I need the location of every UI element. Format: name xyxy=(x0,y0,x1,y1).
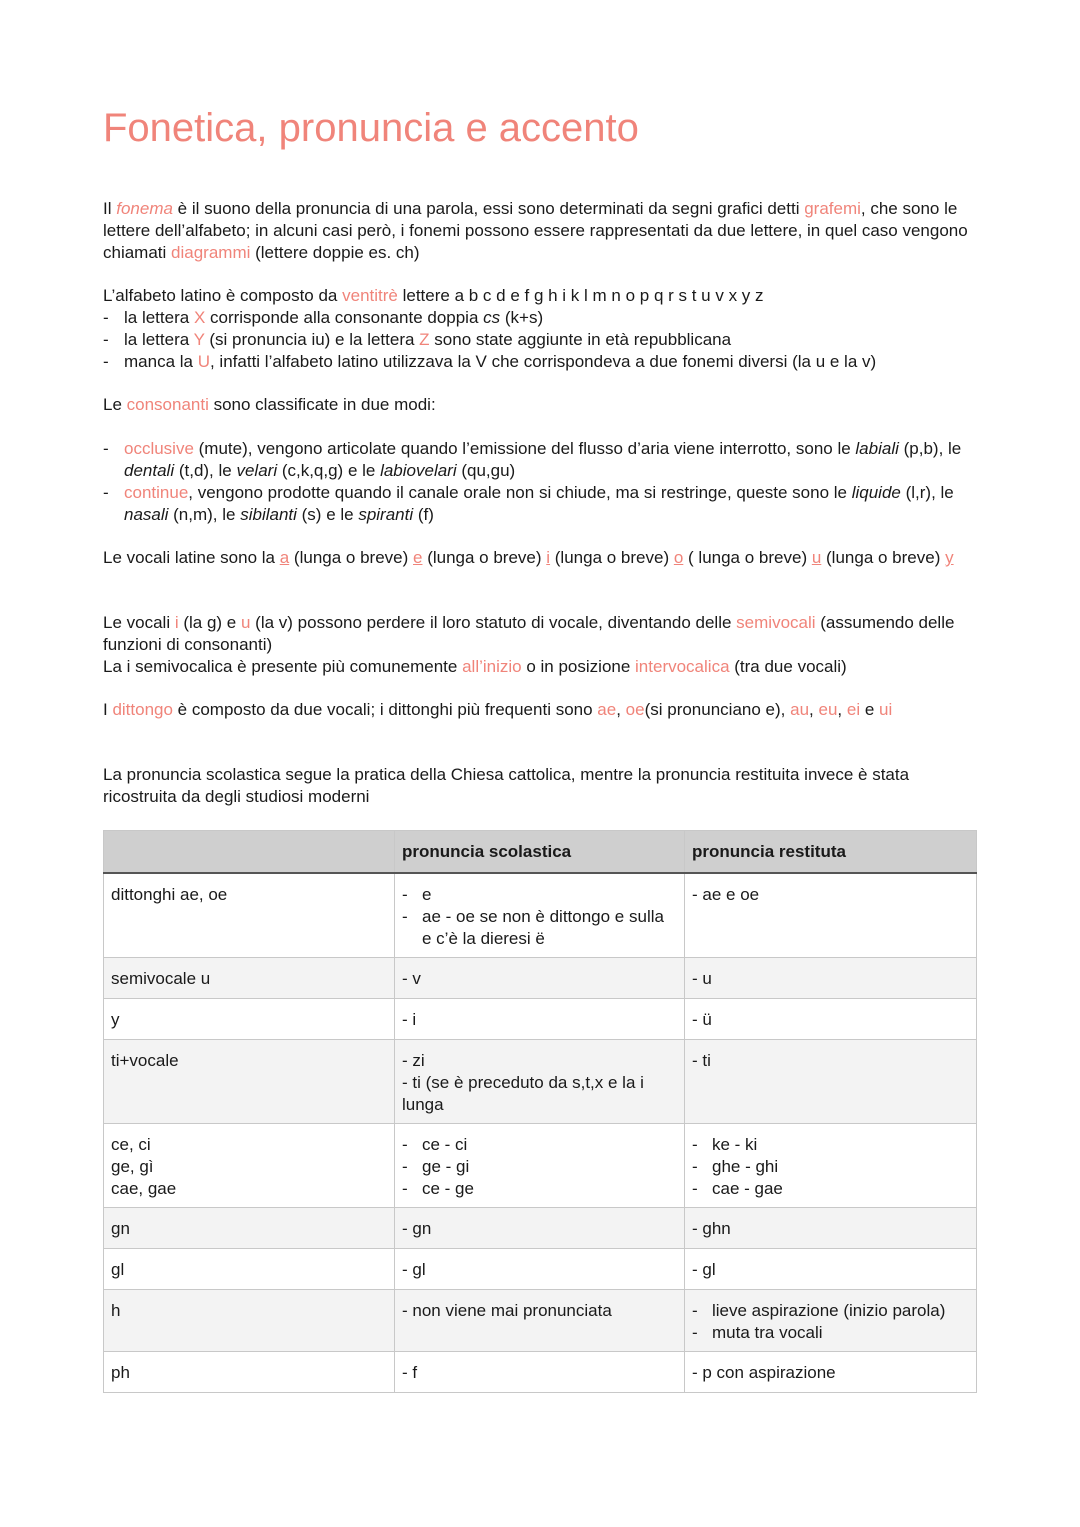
table-cell: y xyxy=(104,999,395,1040)
vowel-i: i xyxy=(546,548,551,567)
vowel-e: e xyxy=(413,548,423,567)
table-cell: ce, ci ge, gì cae, gae xyxy=(104,1124,395,1208)
vowel-a: a xyxy=(279,548,290,567)
table-cell: - f xyxy=(395,1352,685,1393)
list-item: - manca la U, infatti l’alfabeto latino utilizzava la V che corrispondeva a due fonemi diversi (la u e la v) xyxy=(103,351,977,373)
list-item-continue: - continue, vengono prodotte quando il canale orale non si chiude, ma si restringe, queste sono le liquide (l,r), le nasali (n,m), le sibilanti (s) e le spiranti (f) xyxy=(103,482,977,526)
text: è il suono della pronuncia di una parola, essi sono determinati da segni grafici detti xyxy=(172,199,805,218)
list-item: - lieve aspirazione (inizio parola) xyxy=(692,1300,968,1322)
list-item: - ce - ge xyxy=(402,1178,676,1200)
text: L’alfabeto latino è composto da xyxy=(103,286,343,305)
letter-u: U xyxy=(197,352,210,371)
term-diagrammi: diagrammi xyxy=(171,243,251,262)
list-item: - la lettera X corrisponde alla consonante doppia cs (k+s) xyxy=(103,307,977,329)
list-item: - ae - oe se non è dittongo e sulla e c’è la dieresi ë xyxy=(402,906,676,950)
letter-y: Y xyxy=(193,330,205,349)
term-consonanti: consonanti xyxy=(126,395,209,414)
table-header: pronuncia scolastica xyxy=(395,831,685,874)
table-row xyxy=(104,958,977,999)
term-ventitre: ventitrè xyxy=(342,286,398,305)
table-row xyxy=(104,999,977,1040)
list-item: - ce - ci xyxy=(402,1134,676,1156)
letter-z: Z xyxy=(419,330,430,349)
table-row xyxy=(104,1040,977,1124)
list-item: - ke - ki xyxy=(692,1134,968,1156)
list-item: - muta tra vocali xyxy=(692,1322,968,1344)
list-item: - ge - gi xyxy=(402,1156,676,1178)
table-cell xyxy=(395,873,685,958)
text: , che sono le lettere dell’alfabeto; in alcuni casi però, i fonemi possono essere rappresentati da due lettere, in quel caso vengono chiamati xyxy=(103,199,968,262)
vowel-u: u xyxy=(811,548,822,567)
table-cell: - zi - ti (se è preceduto da s,t,x e la i lunga xyxy=(395,1040,685,1124)
alfabeto-intro xyxy=(103,285,977,307)
table-cell: ph xyxy=(104,1352,395,1393)
table-cell: - ae e oe xyxy=(685,873,977,958)
table-cell: gl xyxy=(104,1249,395,1290)
term-fonema: fonema xyxy=(116,199,173,218)
table-cell: - u xyxy=(685,958,977,999)
table-cell xyxy=(685,1290,977,1352)
paragraph-fonema xyxy=(103,198,977,264)
table-cell: - ti xyxy=(685,1040,977,1124)
table-cell: - v xyxy=(395,958,685,999)
paragraph-pronuncia: La pronuncia scolastica segue la pratica della Chiesa cattolica, mentre la pronuncia restituita invece è stata ricostruita da degli studiosi moderni xyxy=(103,765,910,806)
term-semivocali: semivocali xyxy=(736,613,816,632)
table-row xyxy=(104,1208,977,1249)
table-cell: - non viene mai pronunciata xyxy=(395,1290,685,1352)
consonanti-list xyxy=(103,438,977,526)
term-grafemi: grafemi xyxy=(804,199,861,218)
term-dittongo: dittongo xyxy=(112,700,173,719)
vowel-o: o xyxy=(673,548,684,567)
table-cell: gn xyxy=(104,1208,395,1249)
list-item-occlusive: - occlusive (mute), vengono articolate quando l’emissione del flusso d’aria viene interrotto, sono le labiali (p,b), le dentali (t,d), le velari (c,k,q,g) e le labiovelari (qu,gu) xyxy=(103,438,977,482)
pronuncia-table xyxy=(103,830,977,1393)
table-row xyxy=(104,1249,977,1290)
paragraph-semivocali: Le vocali i (la g) e u (la v) possono perdere il loro statuto di vocale, diventando delle semivocali (assumendo delle funzioni di consonanti) La i semivocalica è presente più comunemente all’inizio o in posizione intervocalica (tra due vocali) xyxy=(103,613,955,676)
table-cell: dittonghi ae, oe xyxy=(104,873,395,958)
table-row xyxy=(104,1124,977,1208)
term-occlusive: occlusive xyxy=(124,439,194,458)
table-cell xyxy=(395,1124,685,1208)
table-cell xyxy=(685,1124,977,1208)
table-row xyxy=(104,1290,977,1352)
letter-x: X xyxy=(193,308,206,327)
table-header: pronuncia restituta xyxy=(685,831,977,874)
table-cell: - ghn xyxy=(685,1208,977,1249)
text: (lettere doppie es. ch) xyxy=(250,243,420,262)
text: Il xyxy=(103,199,117,218)
table-cell: - gl xyxy=(685,1249,977,1290)
table-header-row xyxy=(104,831,977,874)
list-item: - la lettera Y (si pronuncia iu) e la lettera Z sono state aggiunte in età repubblicana xyxy=(103,329,977,351)
list-item: - e xyxy=(402,884,676,906)
table-cell: - gn xyxy=(395,1208,685,1249)
page-title: Fonetica, pronuncia e accento xyxy=(103,106,639,150)
table-cell: - ü xyxy=(685,999,977,1040)
table-cell: - p con aspirazione xyxy=(685,1352,977,1393)
table-header xyxy=(104,831,395,874)
table-cell: - i xyxy=(395,999,685,1040)
table-row xyxy=(104,873,977,958)
table-row xyxy=(104,1352,977,1393)
paragraph-alfabeto xyxy=(103,285,977,373)
table-cell: semivocale u xyxy=(104,958,395,999)
table-cell: ti+vocale xyxy=(104,1040,395,1124)
vowel-y: y xyxy=(945,548,954,567)
term-continue: continue xyxy=(124,483,189,502)
paragraph-consonanti: Le consonanti sono classificate in due modi: xyxy=(103,395,436,414)
list-item: - ghe - ghi xyxy=(692,1156,968,1178)
text: lettere a b c d e f g h i k l m n o p q r s t u v x y z xyxy=(397,286,764,305)
list-item: - cae - gae xyxy=(692,1178,968,1200)
paragraph-dittongo: I dittongo è composto da due vocali; i dittonghi più frequenti sono ae, oe(si pronunciano e), au, eu, ei e ui xyxy=(103,700,893,719)
alfabeto-list xyxy=(103,307,977,373)
table-cell: - gl xyxy=(395,1249,685,1290)
paragraph-vocali: Le vocali latine sono la a (lunga o breve) e (lunga o breve) i (lunga o breve) o ( lunga o breve) u (lunga o breve) y xyxy=(103,548,954,567)
table-cell: h xyxy=(104,1290,395,1352)
